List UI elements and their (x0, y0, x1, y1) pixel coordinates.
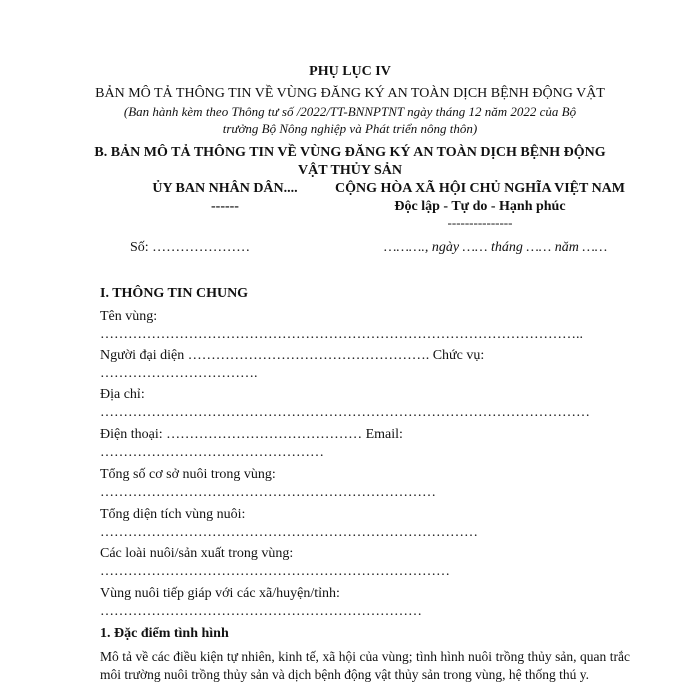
nation-name: CỘNG HÒA XÃ HỘI CHỦ NGHĨA VIỆT NAM (334, 181, 625, 196)
field-label-species: Các loài nuôi/sản xuất trong vùng: (100, 546, 294, 561)
field-label-region-name: Tên vùng: (100, 309, 158, 324)
subtitle-line2: VẬT THỦY SẢN (298, 163, 402, 178)
subtitle-line1: B. BẢN MÔ TẢ THÔNG TIN VỀ VÙNG ĐĂNG KÝ AN TOÀN DỊCH BỆNH ĐỘNG (94, 145, 606, 160)
motto-underline: --------------- (447, 215, 513, 230)
subsection-text-situation: Mô tả về các điều kiện tự nhiên, kinh tế, xã hội của vùng; tình hình nuôi trồng thủy sản, quan trắc môi trường nuôi trồng thủy sản và dịch bệnh động vật thủy sản trong vùng, hệ thống thú y. (100, 649, 630, 682)
org-underline: ------ (211, 199, 239, 214)
field-fill-species[interactable]: ………………………………………………………………… (100, 564, 450, 579)
document-number: Số: ………………… (130, 240, 251, 255)
field-fill-facility-count[interactable]: ……………………………………………………………… (100, 485, 436, 500)
field-label-address: Địa chỉ: (100, 387, 145, 402)
field-fill-address[interactable]: …………………………………………………………………………………………… (100, 405, 590, 420)
document-title: BẢN MÔ TẢ THÔNG TIN VỀ VÙNG ĐĂNG KÝ AN TOÀN DỊCH BỆNH ĐỘNG VẬT (95, 86, 605, 101)
field-label-representative: Người đại diện ……………………………………………. Chức vụ: (100, 348, 485, 363)
section-title-general-info: I. THÔNG TIN CHUNG (100, 286, 249, 301)
field-label-adjacent-areas: Vùng nuôi tiếp giáp với các xã/huyện/tỉnh: (100, 586, 340, 601)
field-fill-region-name[interactable]: ………………………………………………………………………………………….. (100, 327, 583, 342)
field-fill-position[interactable]: ……………………………. (100, 366, 258, 381)
issued-note-line1: (Ban hành kèm theo Thông tư số /2022/TT-BNNPTNT ngày tháng 12 năm 2022 của Bộ (123, 104, 577, 119)
nation-motto: Độc lập - Tự do - Hạnh phúc (394, 199, 566, 214)
issued-note-line2: trưởng Bộ Nông nghiệp và Phát triển nông thôn) (222, 121, 478, 136)
field-fill-total-area[interactable]: ……………………………………………………………………… (100, 525, 478, 540)
field-label-facility-count: Tổng số cơ sở nuôi trong vùng: (100, 467, 276, 482)
subsection-title-situation: 1. Đặc điểm tình hình (100, 626, 229, 641)
field-fill-email[interactable]: ………………………………………… (100, 445, 324, 460)
document-date: ………., ngày …… tháng …… năm …… (384, 240, 608, 255)
field-label-phone-email: Điện thoại: …………………………………… Email: (100, 427, 403, 442)
field-fill-adjacent-areas[interactable]: …………………………………………………………… (100, 604, 422, 619)
field-label-total-area: Tổng diện tích vùng nuôi: (100, 507, 246, 522)
appendix-heading: PHỤ LỤC IV (309, 64, 391, 79)
org-name: ỦY BAN NHÂN DÂN.... (152, 181, 298, 196)
